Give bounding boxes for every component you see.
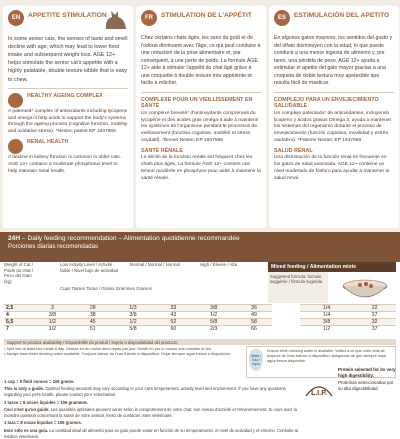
- feeding-table: [4, 304, 272, 333]
- note-item: • Always have fresh drinking water available. Toujours laisser de l'eau fraîche à disposition. Dejar siempre agua fresca a disposición.: [4, 351, 232, 357]
- note-item: • Split into at least two meals a day. Divisez en au moins deux repas par jour. Dividir en por lo menos dos comidas al día.: [4, 346, 212, 351]
- cell-cups-low: 1/2: [30, 326, 75, 333]
- column-body: Chez certains chats âgés, les sens du goût et de l'odorat diminuent avec l'âge, ce qui peut conduire à une réduction de la prise alimentaire et, par conséquent, à une perte de poids. La formule ÂGE 12+ aide à stimuler l'appétit du chat âgé grâce à une croquette à double texture très appétente et facile à mâcher.: [141, 35, 261, 87]
- column-header: [274, 10, 394, 32]
- section-body: Un complexe breveté* d'antioxydants comprenant du lycopène et des acides gras oméga-3 aide à maintenir les systèmes de l'organisme pendant le processus de vieillissement (fonction cognitive, mobilité et stress oxydatif). *Brevet Nestec EP 1947966: [141, 110, 259, 144]
- column-body: En algunos gatos mayores, los sentidos del gusto y del olfato disminuyen con la edad, lo que puede conducir a una menor ingesta de alimento y, por tanto, una pérdida de peso. AGE 12+ ayuda a estimular el apetito del gato mayor gracias a una croqueta de doble textura muy apetecible que resulta fácil de masticar.: [274, 35, 393, 87]
- cell-grams-normal: 52: [155, 319, 191, 326]
- weight-header: Weight of Cat / Poids du chat / Peso del Gato (kg): [4, 262, 34, 285]
- cell-w: 4: [4, 312, 30, 319]
- cell-cups-normal: 1/3: [111, 305, 156, 312]
- cell-w: 5,5: [4, 319, 30, 326]
- cell-grams-normal: 60: [155, 326, 191, 333]
- cell-cups-low: 3: [30, 305, 75, 312]
- table-row: [4, 312, 272, 319]
- water-text: Ensure fresh drinking water is available. Veillez à ce que votre chat ait toujours de l'eau fraîche à disposition. Asegúrese de que siempre haya agua fresca disponible.: [267, 349, 387, 364]
- table-row: [4, 319, 272, 326]
- guide-bold: 1 cup = 8 fluid ounces = 106 grams.: [4, 379, 75, 384]
- activity-low-header: Low Activity Level / Activité faible / Nivel bajo de actividad: [60, 262, 119, 273]
- lip-logo-icon: [304, 380, 334, 398]
- section-title: HEALTHY AGEING COMPLEX: [27, 92, 103, 99]
- activity-normal-header: Normal / Normal / Normal: [130, 262, 180, 267]
- column-title: APPETITE STIMULATION: [28, 12, 107, 19]
- guide-text: [4, 363, 300, 439]
- brain-icon: [8, 93, 23, 108]
- feeding-title: 24H – Daily feeding recommendation – Alimentation quotidienne recommandée: [8, 235, 240, 242]
- column-title: STIMULATION DE L'APPÉTIT: [161, 12, 252, 19]
- feeding-title-fr: Alimentation quotidienne recommandée: [123, 235, 240, 242]
- kidney-icon: [8, 139, 23, 154]
- cell-cups-normal: 1/2: [111, 319, 156, 326]
- cell-cups-low: 3/8: [30, 312, 75, 319]
- table-row: [4, 326, 272, 333]
- cell-cups-high: 3/8: [191, 305, 236, 312]
- guide-body: Optimal feeding amounts may vary according to your cat's temperament, activity level and environment. If you have any questions regarding your pet's health, please contact your veterinarian.: [4, 386, 286, 398]
- table-row: [300, 305, 396, 312]
- language-flag-en: EN: [8, 10, 24, 26]
- mixed-feeding-header: Mixed feeding / Alimentation mixte: [268, 262, 396, 272]
- guide-bold: 1 tasse = 8 onces liquides = 106 grammes.: [4, 399, 89, 405]
- section-body: A patented* complex of antioxidants including lycopene and omega-3 fatty acids to support the body's systems through the ageing process (cognitive function, mobility and oxidative stress). *Nestec patent EP 1947966: [8, 108, 128, 135]
- protein-claim: [338, 367, 398, 400]
- food-bowl-icon: [336, 274, 394, 302]
- guide-body: La cantidad ideal de alimento para su gato puede variar en función de su temperamento, el nivel de actividad y el entorno. Consulte al médico veterinario.: [4, 427, 299, 439]
- section-title: SANTÉ RÉNALE: [141, 147, 183, 154]
- section-title: COMPLEJO PARA UN ENVEJECIMIENTO SALUDABLE: [274, 96, 379, 110]
- language-flag-es: ES: [274, 10, 290, 26]
- column-header: [141, 10, 261, 32]
- cell-mixed-grams: 27: [353, 312, 396, 319]
- cell-grams-low: 51: [75, 326, 111, 333]
- section-header: [8, 93, 128, 108]
- divider: [274, 92, 394, 93]
- guide-body: Les quantités optimales peuvent varier selon le comportement de votre chat, son niveau d'activité et l'environnement. Si vous avez la moindre question concernant la santé de votre animal, merci de contacter votre vétérinaire.: [4, 407, 297, 418]
- cell-grams-high: 58: [236, 319, 272, 326]
- cell-mixed-grams: 37: [353, 326, 396, 333]
- section-body: Le déclin de la fonction rénale est fréquent chez les chats plus âgés. La formule ÂGE 12+ contient une teneur modérée en phosphore pour aider à maintenir la santé rénale.: [141, 155, 261, 182]
- table-row: [300, 319, 396, 326]
- cell-w: 7: [4, 326, 30, 333]
- language-flag-fr: FR: [141, 10, 157, 26]
- divider: [141, 92, 261, 93]
- table-row: [4, 305, 272, 312]
- cell-grams-high: 36: [236, 305, 272, 312]
- table-row: [300, 312, 396, 319]
- section-title: COMPLEXE POUR UN VIEILLISSEMENT EN SANTÉ: [141, 96, 253, 110]
- feeding-title-es: Porciones diarias recomendadas: [8, 242, 99, 250]
- feeding-table-header: [0, 262, 400, 304]
- cell-w: 2,5: [4, 305, 30, 312]
- cell-grams-high: 49: [236, 312, 272, 319]
- mixed-feeding-table: [300, 304, 396, 333]
- activity-high-header: High / Élevée / Alta: [200, 262, 238, 267]
- column-body: In some senior cats, the senses of taste and smell decline with age, which may lead to lower food intake and subsequent weight loss. AGE 12+ helps stimulate the senior cat's appetite with a highly palatable, double texture kibble that is easy to chew.: [8, 36, 128, 83]
- section-body: A decline in kidney function is common in older cats. AGE 12+ contains a moderate phosphorus level to help maintain renal health.: [8, 155, 122, 174]
- cell-grams-low: 45: [75, 319, 111, 326]
- feeding-title-bold: 24H: [8, 235, 21, 242]
- protein-es: Proteínas seleccionadas por su alta digestibilidad.: [338, 380, 394, 392]
- cell-mixed-cups: 3/8: [300, 319, 353, 326]
- cell-mixed-cups: 1/2: [300, 326, 353, 333]
- cell-cups-normal: 5/8: [111, 326, 156, 333]
- section-body: Una disminución de la función renal es frecuente en los gatos de edad avanzada. AGE 12+ contiene un nivel moderado de fósforo para ayudar a mantener la salud renal.: [274, 155, 390, 182]
- benefits-column-es: [269, 6, 399, 228]
- cell-grams-low: 38: [75, 312, 111, 319]
- cell-cups-low: 1/2: [30, 319, 75, 326]
- units-header: Cups Tasses Tazas / Grams Grammes Gramos: [60, 286, 152, 291]
- divider: [8, 88, 128, 89]
- cell-cups-high: 2/3: [191, 326, 236, 333]
- cell-mixed-grams: 32: [353, 319, 396, 326]
- cat-silhouette-icon: [103, 9, 129, 31]
- column-title: ESTIMULACIÓN DEL APETITO: [294, 12, 390, 19]
- table-row: [300, 326, 396, 333]
- availability-note: Support to product availability / Disponibilité du produit / Sujeto a disponibilidad del producto: [4, 339, 396, 345]
- lip-logo-text: L.I.P.: [311, 390, 327, 397]
- benefits-column-fr: [136, 6, 266, 228]
- guide-bold: 1 taza = 8 onzas líquidas = 106 gramos.: [4, 420, 82, 426]
- guide-bold: Esto sólo es una guía.: [4, 427, 49, 433]
- guide-bold: Ceci n'est qu'un guide.: [4, 407, 50, 412]
- cell-grams-normal: 43: [155, 312, 191, 319]
- cell-cups-high: 5/8: [191, 319, 236, 326]
- section-title: SALUD RENAL: [274, 147, 313, 154]
- cell-grams-low: 28: [75, 305, 111, 312]
- mixed-feeding-note: Suggested formula: formule suggérée / fórmula sugerida: [268, 272, 328, 303]
- cell-mixed-grams: 22: [353, 305, 396, 312]
- cell-grams-normal: 33: [155, 305, 191, 312]
- cell-grams-high: 66: [236, 326, 272, 333]
- cell-cups-high: 1/2: [191, 312, 236, 319]
- protein-en: Protein selected for its very high digestibility.: [338, 367, 396, 378]
- section-title: RENAL HEALTH: [27, 139, 69, 146]
- cell-mixed-cups: 1/4: [300, 312, 353, 319]
- cell-cups-normal: 3/8: [111, 312, 156, 319]
- section-body: Un complejo patentado* de antioxidantes, incluyendo licopeno y ácidos grasos Omega 3, ayuda a mantener los sistemas del organismo durante el proceso de envejecimiento (función cognitiva, movilidad y estrés oxidativo). *Patente Nestec EP 1947966: [274, 110, 392, 144]
- section-header: [8, 139, 128, 154]
- water-drop-icon: Water / Eau / Agua: [249, 349, 263, 371]
- guide-bold: This is only a guide.: [4, 386, 45, 392]
- feeding-band: [0, 232, 400, 262]
- cell-mixed-cups: 1/4: [300, 305, 353, 312]
- feeding-title-en: Daily feeding recommendation: [27, 235, 117, 242]
- benefits-column-en: [3, 6, 133, 228]
